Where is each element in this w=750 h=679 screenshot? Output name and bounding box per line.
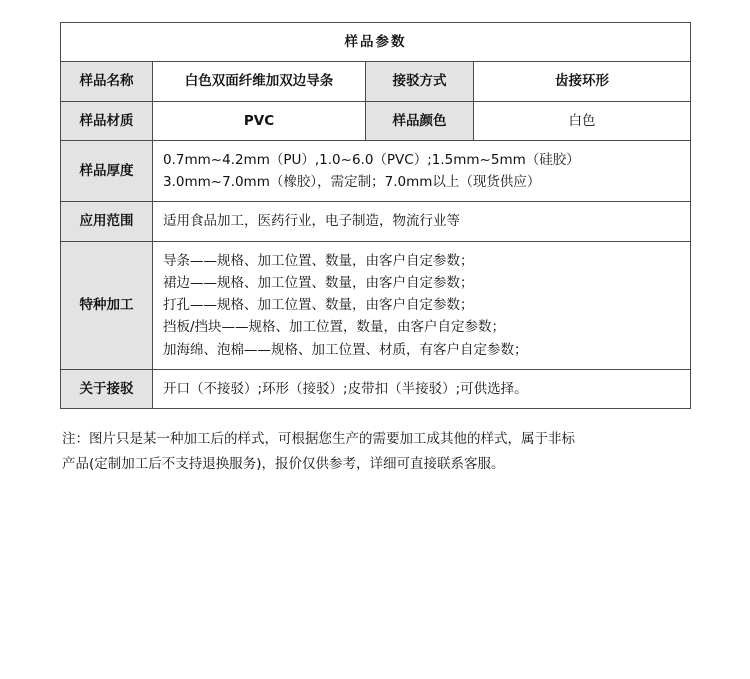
special-line-3: 打孔——规格、加工位置、数量，由客户自定参数； [163, 297, 474, 314]
row-label-thickness: 样品厚度 [61, 140, 153, 202]
row-label-sample-name: 样品名称 [61, 62, 153, 101]
table-title-row [61, 23, 691, 62]
table-row [61, 202, 691, 241]
row-value-joint-info [153, 369, 691, 408]
row-label-joint-method: 接驳方式 [366, 62, 474, 101]
special-line-1: 导条——规格、加工位置、数量，由客户自定参数； [163, 252, 474, 269]
application-line-1: 适用食品加工，医药行业，电子制造，物流行业等 [163, 213, 460, 230]
row-value-material: PVC [153, 101, 366, 140]
row-label-joint-info: 关于接驳 [61, 369, 153, 408]
row-value-color: 白色 [474, 101, 691, 140]
footer-note-line-2: 产品(定制加工后不支持退换服务)，报价仅供参考，详细可直接联系客服。 [62, 456, 505, 473]
row-label-application: 应用范围 [61, 202, 153, 241]
page-title: 样品参数 [61, 23, 691, 62]
row-label-special-processing: 特种加工 [61, 241, 153, 369]
special-line-2: 裙边——规格、加工位置、数量，由客户自定参数； [163, 274, 474, 291]
thickness-line-1: 0.7mm~4.2mm（PU）,1.0~6.0（PVC）;1.5mm~5mm（硅胶） [163, 151, 580, 168]
footer-note-line-1: 注：图片只是某一种加工后的样式，可根据您生产的需要加工成其他的样式，属于非标 [62, 431, 575, 448]
table-row [61, 62, 691, 101]
table-row [61, 101, 691, 140]
row-value-joint-method: 齿接环形 [474, 62, 691, 101]
row-label-material: 样品材质 [61, 101, 153, 140]
special-line-5: 加海绵、泡棉——规格、加工位置、材质，有客户自定参数； [163, 341, 528, 358]
joint-line-1: 开口（不接驳）;环形（接驳）;皮带扣（半接驳）;可供选择。 [163, 380, 528, 397]
table-row [61, 140, 691, 202]
table-row [61, 369, 691, 408]
row-value-thickness [153, 140, 691, 202]
thickness-line-2: 3.0mm~7.0mm（橡胶），需定制；7.0mm以上（现货供应） [163, 174, 541, 191]
row-label-color: 样品颜色 [366, 101, 474, 140]
row-value-application [153, 202, 691, 241]
row-value-special-processing [153, 241, 691, 369]
sample-parameters-table [60, 22, 691, 409]
special-line-4: 挡板/挡块——规格、加工位置，数量，由客户自定参数； [163, 319, 506, 336]
footer-note [60, 427, 690, 477]
row-value-sample-name: 白色双面纤维加双边导条 [153, 62, 366, 101]
table-row [61, 241, 691, 369]
